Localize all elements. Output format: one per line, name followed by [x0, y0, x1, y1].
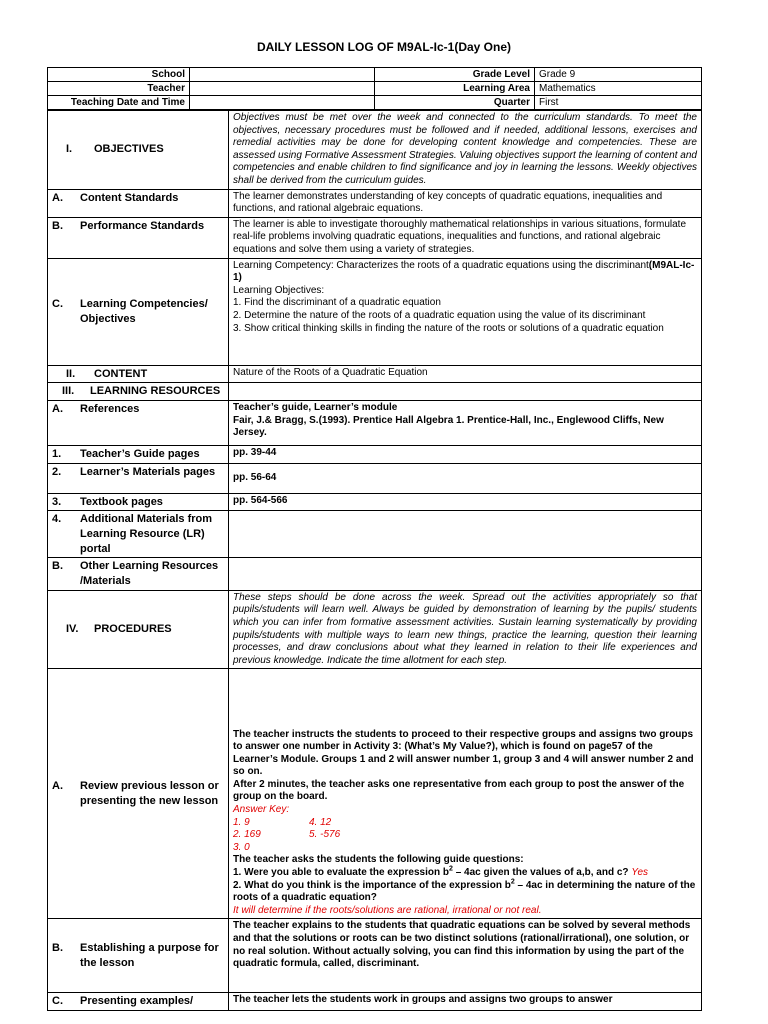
quarter-value: First — [535, 96, 702, 110]
references-line-2: Fair, J.& Bragg, S.(1993). Prentice Hall Algebra 1. Prentice-Hall, Inc., Englewood Cliffs, New Jersey. — [233, 414, 664, 439]
purpose-num: B. — [52, 942, 63, 955]
guide-question-2-text: 2. What do you think is the importance of the expression b — [233, 879, 511, 891]
page-title: DAILY LESSON LOG OF M9AL-Ic-1(Day One) — [256, 40, 512, 54]
review-text-cell — [229, 669, 702, 919]
competencies-label-cell — [48, 258, 229, 365]
answer-key-5: 5. -576 — [309, 829, 341, 841]
teachers-guide-label-cell — [48, 445, 229, 463]
other-resources-label: Other Learning Resources /Materials — [80, 560, 219, 588]
answer-key-2: 2. 169 — [233, 829, 261, 841]
guide-question-1 — [233, 867, 697, 880]
teachers-guide-row — [48, 445, 702, 463]
teachers-guide-label: Teacher’s Guide pages — [80, 447, 200, 460]
guide-question-2 — [233, 880, 697, 905]
header-row-1 — [48, 68, 702, 82]
competency-text: Learning Competency: Characterizes the roots of a quadratic equations using the discriminant — [233, 259, 649, 271]
objectives-row — [48, 111, 702, 190]
examples-text: The teacher lets the students work in groups and assigns two groups to answer — [229, 993, 702, 1011]
content-standards-text: The learner demonstrates understanding of key concepts of quadratic equations, inequalities and functions, and rational algebraic equations. — [229, 189, 702, 217]
purpose-label-cell — [48, 919, 229, 993]
grade-level-label: Grade Level — [375, 68, 535, 82]
textbook-label-cell — [48, 493, 229, 511]
content-num: II. — [66, 367, 76, 380]
answer-key-4: 4. 12 — [309, 816, 332, 828]
additional-materials-label-cell — [48, 511, 229, 558]
references-row — [48, 400, 702, 445]
procedures-label: PROCEDURES — [94, 623, 172, 636]
additional-materials-row — [48, 511, 702, 558]
learning-resources-num: III. — [62, 385, 75, 398]
objectives-label-cell — [48, 111, 229, 190]
quarter-label: Quarter — [375, 96, 535, 110]
learning-resources-empty — [229, 383, 702, 401]
answer-key-1: 1. 9 — [233, 816, 250, 828]
teacher-value — [190, 82, 375, 96]
competencies-text-cell — [229, 258, 702, 365]
guide-question-1-answer: Yes — [631, 867, 649, 879]
content-label-cell — [48, 365, 229, 383]
examples-row — [48, 993, 702, 1011]
other-resources-row — [48, 558, 702, 590]
guide-question-2-answer: It will determine if the roots/solutions are rational, irrational or not real. — [233, 904, 542, 916]
other-resources-num: B. — [52, 560, 63, 573]
references-label-cell — [48, 400, 229, 445]
content-standards-label-cell — [48, 189, 229, 217]
school-value — [190, 68, 375, 82]
competencies-row — [48, 258, 702, 365]
performance-standards-label: Performance Standards — [80, 219, 205, 232]
references-label: References — [80, 402, 140, 415]
learning-resources-label: LEARNING RESOURCES — [90, 385, 221, 398]
performance-standards-row — [48, 217, 702, 258]
additional-materials-num: 4. — [52, 513, 62, 526]
performance-standards-label-cell — [48, 217, 229, 258]
answer-key-row-1 — [233, 817, 697, 830]
references-line-1: Teacher’s guide, Learner’s module — [233, 401, 398, 413]
competency-line — [233, 260, 697, 285]
content-standards-label: Content Standards — [80, 191, 179, 204]
content-label: CONTENT — [94, 367, 148, 380]
procedures-label-cell — [48, 590, 229, 669]
additional-materials-value — [229, 511, 702, 558]
learning-objective-2: 2. Determine the nature of the roots of a quadratic equation using the value of its discriminant — [233, 309, 646, 321]
review-row — [48, 669, 702, 919]
teachers-guide-num: 1. — [52, 447, 62, 460]
lesson-log-table — [47, 110, 702, 1011]
teaching-date-label: Teaching Date and Time — [48, 96, 190, 110]
teachers-guide-pages: pp. 39-44 — [229, 445, 702, 463]
review-num: A. — [52, 780, 63, 793]
textbook-num: 3. — [52, 495, 62, 508]
review-paragraph-1: The teacher instructs the students to proceed to their respective groups and assigns two groups to answer one number in Activity 3: (What’s My Value?), which is found on page57 of the Learner’s Module. Groups 1 and 2 will answer number 1, group 3 and 4 will answer number 2 and so on. — [233, 728, 694, 778]
competency-code: (M9AL-Ic-1) — [233, 259, 695, 284]
other-resources-value — [229, 558, 702, 590]
header-row-3 — [48, 96, 702, 110]
header-table — [47, 67, 702, 110]
guide-question-1-exponent: 2 — [449, 865, 453, 873]
objectives-text: Objectives must be met over the week and connected to the curriculum standards. To meet the objectives, necessary procedures must be followed and if needed, additional lessons, exercises and remedial activities may be done for developing content knowledge and competencies. These are assessed using Formative Assessment Strategies. Valuing objectives support the learning of content and competencies and enable children to find significance and joy in learning the lessons. Weekly objectives shall be derived from the curriculum guides. — [229, 111, 702, 190]
content-standards-row — [48, 189, 702, 217]
examples-label-cell — [48, 993, 229, 1011]
guide-questions-intro: The teacher asks the students the following guide questions: — [233, 854, 524, 866]
textbook-row — [48, 493, 702, 511]
objectives-num: I. — [66, 143, 73, 156]
learning-objective-3: 3. Show critical thinking skills in finding the nature of the roots or solutions of a quadratic equation — [233, 322, 664, 334]
textbook-label: Textbook pages — [80, 495, 163, 508]
review-label-cell — [48, 669, 229, 919]
learners-materials-label-cell — [48, 463, 229, 493]
learning-objectives-title: Learning Objectives: — [233, 284, 325, 296]
purpose-label: Establishing a purpose for the lesson — [80, 942, 219, 969]
learning-objective-1: 1. Find the discriminant of a quadratic equation — [233, 297, 441, 309]
textbook-pages: pp. 564-566 — [229, 493, 702, 511]
examples-num: C. — [52, 995, 63, 1008]
header-row-2 — [48, 82, 702, 96]
answer-key-row-2 — [233, 829, 697, 842]
learners-materials-row — [48, 463, 702, 493]
learners-materials-num: 2. — [52, 465, 62, 478]
answer-key-title: Answer Key: — [233, 804, 290, 816]
purpose-row — [48, 919, 702, 993]
performance-standards-text: The learner is able to investigate thoroughly mathematical relationships in various situations, formulate real-life problems involving quadratic equations, inequalities and functions, and rational algebraic equations and solve them using a variety of strategies. — [229, 217, 702, 258]
additional-materials-label: Additional Materials from Learning Resource (LR) portal — [80, 513, 213, 555]
procedures-num: IV. — [66, 623, 79, 636]
purpose-text: The teacher explains to the students that quadratic equations can be solved by several methods and that the solutions or roots can be two distinct solutions (rational/irrational), one solution, or no real solution. Without actually solving, you can find this information by using the part of the quadratic formula, called, discriminant. — [229, 919, 702, 993]
learning-resources-label-cell — [48, 383, 229, 401]
procedures-row — [48, 590, 702, 669]
guide-question-2-exponent: 2 — [510, 878, 515, 886]
objectives-label: OBJECTIVES — [94, 143, 164, 156]
competencies-label: Learning Competencies/ Objectives — [80, 297, 208, 325]
references-text-cell — [229, 400, 702, 445]
teacher-label: Teacher — [48, 82, 190, 96]
content-row — [48, 365, 702, 383]
teaching-date-value — [190, 96, 375, 110]
guide-question-1-rest: – 4ac given the values of a,b, and c? — [452, 867, 629, 879]
guide-question-2-rest: – 4ac in determining the nature of the roots of a quadratic equation? — [233, 879, 696, 904]
learners-materials-pages: pp. 56-64 — [229, 463, 702, 493]
school-label: School — [48, 68, 190, 82]
references-num: A. — [52, 402, 63, 415]
learning-area-label: Learning Area — [375, 82, 535, 96]
review-paragraph-2: After 2 minutes, the teacher asks one representative from each group to post the answer of the group on the board. — [233, 778, 685, 803]
learning-area-value: Mathematics — [535, 82, 702, 96]
other-resources-label-cell — [48, 558, 229, 590]
content-standards-num: A. — [52, 191, 63, 204]
review-label: Review previous lesson or presenting the new lesson — [80, 780, 219, 807]
examples-label: Presenting examples/ — [80, 995, 194, 1008]
guide-question-1-text: 1. Were you able to evaluate the expression b — [233, 867, 450, 879]
answer-key-3: 3. 0 — [233, 841, 250, 853]
content-text: Nature of the Roots of a Quadratic Equation — [229, 365, 702, 383]
procedures-text: These steps should be done across the week. Spread out the activities appropriately so that pupils/students will learn well. Always be guided by demonstration of learning by the pupils/ students which you can infer from formative assessment activities. Sustain learning systematically by providing pupils/students with multiple ways to learn new things, practice the learning, question their learning processes, and draw conclusions about what they learned in relation to their life experiences and previous knowledge. Indicate the time allotment for each step. — [229, 590, 702, 669]
performance-standards-num: B. — [52, 219, 63, 232]
grade-level-value: Grade 9 — [535, 68, 702, 82]
learning-resources-row — [48, 383, 702, 401]
competencies-num: C. — [52, 297, 63, 310]
learners-materials-label: Learner’s Materials pages — [80, 465, 216, 478]
